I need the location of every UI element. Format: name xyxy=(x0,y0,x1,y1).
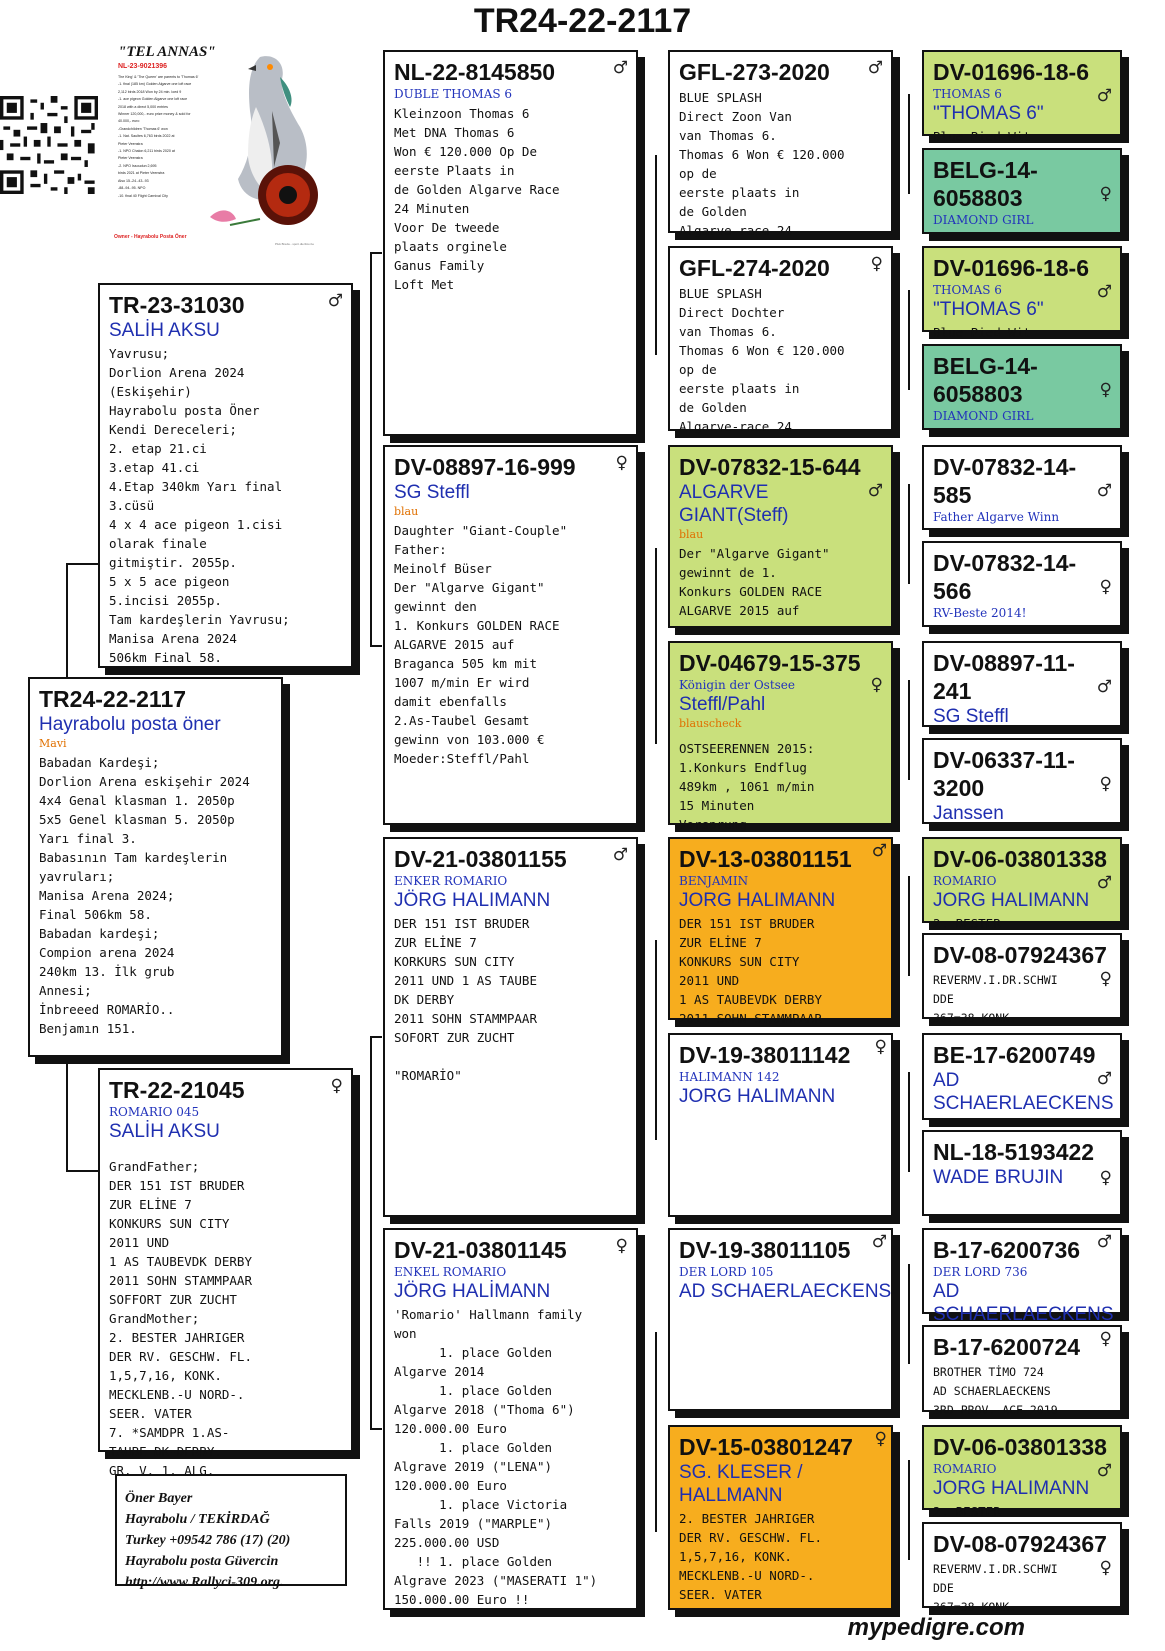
male-icon: ♂ xyxy=(1096,86,1112,106)
nickname: DIAMOND GIRL xyxy=(933,409,1034,423)
male-icon: ♂ xyxy=(871,1232,887,1252)
connector-line xyxy=(66,1170,98,1172)
connector-line xyxy=(908,1072,910,1172)
pigeon-photo xyxy=(110,42,325,250)
pedigree-card-g1[interactable] xyxy=(922,50,1122,144)
owner-name: SALİH AKSU xyxy=(109,320,220,341)
pedigree-card-ssd[interactable] xyxy=(668,246,893,434)
description: Babadan Kardeşi; Dorlion Arena eskişehir 2024 4x4 Genal klasman 1. 2050p 5x5 Genel klasman 5. 2050p Yarı final 3. Babasının Tam kardeşlerin yavruları; Manisa Arena 2024; Final 506km 58. Babadan kardeşi; Compion arena 2024 240km 13. İlk grub Annesi; İnbreeed ROMARİO.. Benjamın 151. xyxy=(39,755,250,1036)
pedigree-card-dds[interactable] xyxy=(668,1228,893,1411)
male-icon: ♂ xyxy=(612,58,628,78)
description: Blue Pied Wit xyxy=(933,129,1031,144)
ring-number: DV-06337-11-3200 xyxy=(933,747,1075,801)
qr-code[interactable] xyxy=(0,92,98,198)
sire-sire-card[interactable] xyxy=(383,50,638,436)
description: Blue Pied Wit xyxy=(933,325,1031,340)
nickname: DUBLE THOMAS 6 xyxy=(394,87,513,101)
owner-name: JÖRG HALİMANN xyxy=(394,1281,551,1302)
male-icon: ♂ xyxy=(867,481,883,501)
pedigree-card-g11[interactable] xyxy=(922,1033,1122,1120)
pedigree-card-g16[interactable] xyxy=(922,1522,1122,1614)
male-icon: ♂ xyxy=(1096,282,1112,302)
ring-number: DV-01696-18-6 xyxy=(933,59,1089,85)
ring-number: B-17-6200724 xyxy=(933,1334,1081,1360)
description: 2. BESTER xyxy=(933,916,1001,931)
nickname: ENKER ROMARIO xyxy=(394,874,508,888)
pedigree-card-g4[interactable] xyxy=(922,344,1122,430)
description: OSTSEERENNEN 2015: 1.Konkurs Endflug 489km , 1061 m/min 15 Minuten Vorsprung xyxy=(679,741,815,832)
owner-name: Hayrabolu posta öner xyxy=(39,714,221,735)
ring-number: DV-01696-18-6 xyxy=(933,255,1089,281)
female-icon: ♀ xyxy=(1099,1168,1112,1188)
nickname: Königin der Ostsee xyxy=(679,678,796,692)
male-icon: ♂ xyxy=(327,291,343,311)
nickname: DER LORD 736 xyxy=(933,1265,1028,1279)
owner-name: JORG HALIMANN xyxy=(933,890,1090,911)
female-icon: ♀ xyxy=(870,254,883,274)
owner-name: SG Steffl xyxy=(394,482,470,503)
photo-notes: The King' & 'The Queen' are parents to 'Thomas 6' -1. final (185 km) Golden Algarve one loft race 2,112 birds 2018 Won by 24 min. loed 9 -1. ace pigeon Golden Algarve one loft race 2018 with a direct 5,000 entries Winner 120,000,- euro prize money & sold for 40.000,- euro -Grandchildren 'Thomas 6' won -1. Nat. Saultes 6,763 birds 2022 at Pieter Veenstra -1. NPO Chalon 6,211 birds 2020 at Pieter Veenstra -2. NPO Issoudun 2,695 birds 2021 at Pieter Veenstra Also 15.-24.-43.-93 -88.-94.-95. NPO -10. final 40 Flight Carnival City xyxy=(118,75,199,198)
female-icon: ♀ xyxy=(870,675,883,695)
ring-number: BELG-14-6058803 xyxy=(933,157,1038,211)
ring-number: DV-21-03801145 xyxy=(394,1237,567,1263)
connector-line xyxy=(908,94,910,194)
pedigree-card-g5[interactable] xyxy=(922,445,1122,530)
connector-line xyxy=(370,1036,372,1430)
ring-number: BELG-14-6058803 xyxy=(933,353,1038,407)
owner-name: SALİH AKSU xyxy=(109,1121,220,1142)
female-icon: ♀ xyxy=(615,453,628,473)
female-icon: ♀ xyxy=(1099,184,1112,204)
description: DER 151 IST BRUDER ZUR ELİNE 7 KONKURS SUN CITY 2011 UND 1 AS TAUBEVDK DERBY 2011 SOHN STAMMPAAR xyxy=(679,916,822,1026)
description: 2. BESTER JAHRIGER DER RV. GESCHW. FL. 1,5,7,16, KONK. MECKLENB.-U NORD-. SEER. VATER xyxy=(679,1511,822,1602)
ring-number: NL-18-5193422 xyxy=(933,1139,1095,1165)
owner-name: "THOMAS 6" xyxy=(933,299,1044,320)
pedigree-card-g2[interactable] xyxy=(922,148,1122,234)
owner-name: JORG HALIMANN xyxy=(679,890,836,911)
female-icon: ♀ xyxy=(1099,774,1112,794)
photo-credit: Pluk Breda - sport.dierfoto.be xyxy=(275,242,315,246)
description: Der "Algarve Gigant" gewinnt de 1. Konkurs GOLDEN RACE ALGARVE 2015 auf xyxy=(679,546,830,618)
owner-name: SG Steffl xyxy=(933,706,1009,727)
ring-number: DV-08-07924367 xyxy=(933,942,1107,968)
owner-name-line: Öner Bayer xyxy=(125,1491,193,1506)
color-label: blau xyxy=(394,505,419,518)
ring-number: DV-15-03801247 xyxy=(679,1434,853,1460)
color-label: Mavi xyxy=(39,737,67,750)
photo-name: "TEL ANNAS" xyxy=(118,44,216,60)
connector-line xyxy=(66,563,68,679)
connector-line xyxy=(370,1036,382,1038)
male-icon: ♂ xyxy=(1096,677,1112,697)
connector-line xyxy=(370,645,382,647)
connector-line xyxy=(66,563,98,565)
ring-number: DV-07832-14-566 xyxy=(933,550,1077,604)
description: BROTHER TİMO 724 AD SCHAERLAECKENS 3RD PROV. ACE 2019 xyxy=(933,1365,1058,1417)
connector-line xyxy=(655,940,657,1140)
owner-name: "THOMAS 6" xyxy=(933,103,1044,124)
ring-number: DV-08-07924367 xyxy=(933,1531,1107,1557)
ring-number: TR24-22-2117 xyxy=(39,686,187,712)
connector-line xyxy=(908,290,910,390)
male-icon: ♂ xyxy=(1096,1232,1112,1252)
nickname: BENJAMIN xyxy=(679,874,749,888)
female-icon: ♀ xyxy=(1099,969,1112,989)
owner-name: JORG HALIMANN xyxy=(933,1478,1090,1499)
color-label: blau xyxy=(679,528,704,541)
description: REVERMV.I.DR.SCHWI DDE 367=38 KONK. xyxy=(933,973,1058,1025)
description: 2. BESTER xyxy=(933,1504,1001,1519)
sire-dam-card[interactable] xyxy=(383,445,638,825)
owner-name: ALGARVE GIANT(Steff) xyxy=(679,482,789,526)
nickname: Father Algarve Winn xyxy=(933,510,1060,524)
owner-name: JORG HALIMANN xyxy=(679,1086,836,1107)
ring-number: NL-22-8145850 xyxy=(394,59,556,85)
ring-number: DV-07832-15-644 xyxy=(679,454,861,480)
connector-line xyxy=(908,876,910,976)
dam-sire-card[interactable] xyxy=(383,837,638,1217)
female-icon: ♀ xyxy=(615,1236,628,1256)
male-icon: ♂ xyxy=(612,845,628,865)
ring-number: DV-08897-11-241 xyxy=(933,650,1075,704)
ring-number: DV-08897-16-999 xyxy=(394,454,576,480)
owner-name: AD SCHAERLAECKENS xyxy=(679,1281,892,1302)
pedigree-card-sdd[interactable] xyxy=(668,641,893,832)
nickname: RV-Beste 2014! xyxy=(933,606,1027,620)
ring-number: GFL-273-2020 xyxy=(679,59,830,85)
female-icon: ♀ xyxy=(330,1076,343,1096)
photo-ring: NL-23-9021396 xyxy=(118,63,168,70)
pedigree-card-g9[interactable] xyxy=(922,837,1122,931)
connector-line xyxy=(655,155,657,355)
pedigree-card-g15[interactable] xyxy=(922,1425,1122,1519)
pedigree-card-dss[interactable] xyxy=(668,837,893,1026)
ring-number: DV-19-38011142 xyxy=(679,1042,851,1068)
nickname: ROMARIO xyxy=(933,874,997,888)
female-icon: ♀ xyxy=(1099,577,1112,597)
connector-line xyxy=(655,548,657,744)
male-icon: ♂ xyxy=(871,841,887,861)
description: Daughter "Giant-Couple" Father: Meinolf Büser Der "Algarve Gigant" gewinnt den 1. Konkurs GOLDEN RACE ALGARVE 2015 auf Braganca 505 km mit 1007 m/min Er wird damit ebenfalls 2.As-Taubel Gesamt gewinn von 103.000 € Moeder:Steffl/Pahl xyxy=(394,523,568,766)
nickname: ROMARIO xyxy=(933,1462,997,1476)
ring-number: B-17-6200736 xyxy=(933,1237,1081,1263)
ring-number: DV-13-03801151 xyxy=(679,846,852,872)
owner-name: AD SCHAERLAECKENS xyxy=(933,1281,1114,1325)
connector-line xyxy=(370,1428,382,1430)
connector-line xyxy=(655,1332,657,1532)
owner-name: Steffl/Pahl xyxy=(679,694,766,715)
color-label: blauscheck xyxy=(679,717,742,730)
connector-line xyxy=(370,252,372,646)
female-icon: ♀ xyxy=(874,1037,887,1057)
description: BLUE SPLASH Direct Dochter van Thomas 6. Thomas 6 Won € 120.000 op de eerste plaats in de Golden Algarve-race 24 xyxy=(679,286,845,434)
pedigree-card-g14[interactable] xyxy=(922,1325,1122,1417)
sire-card[interactable] xyxy=(98,283,353,668)
owner-name: SG. KLESER / HALLMANN xyxy=(679,1462,803,1506)
description: 'Romario' Hallmann family won 1. place Golden Algarve 2014 1. place Golden Algarve 2018 ("Thoma 6") 120.000.00 Euro 1. place Golden Algrave 2019 ("LENA") 120.000.00 Euro 1. place Victoria Falls 2019 ("MARPLE") 225.000.00 USD !! 1. place Golden Algrave 2023 ("MASERATI 1") 150.000.00 Euro !! xyxy=(394,1307,598,1607)
nickname: HALIMANN 142 xyxy=(679,1070,780,1084)
pedigree-card-g13[interactable] xyxy=(922,1228,1122,1325)
ring-number: DV-06-03801338 xyxy=(933,1434,1107,1460)
ring-number: TR-22-21045 xyxy=(109,1077,245,1103)
description: REVERMV.I.DR.SCHWI DDE 367=38 KONK. xyxy=(933,1562,1058,1614)
description: Yavrusu; Dorlion Arena 2024 (Eskişehir) Hayrabolu posta Öner Kendi Dereceleri; 2. etap 21.ci 3.etap 41.ci 4.Etap 340km Yarı final 3.cüsü 4 x 4 ace pigeon 1.cisi olarak finale gitmiştir. 2055p. 5 x 5 ace pigeon 5.incisi 2055p. Tam kardeşlerin Yavrusu; Manisa Arena 2024 506km Final 58. xyxy=(109,346,290,665)
ring-number: DV-07832-14-585 xyxy=(933,454,1077,508)
male-icon: ♂ xyxy=(1096,1069,1112,1089)
connector-line xyxy=(66,1058,68,1170)
subject-card[interactable] xyxy=(28,677,283,1057)
owner-name: Janssen xyxy=(933,803,1004,824)
ring-number: GFL-274-2020 xyxy=(679,255,830,281)
dam-dam-card[interactable] xyxy=(383,1228,638,1610)
description: DER 151 IST BRUDER ZUR ELİNE 7 KORKURS SUN CITY 2011 UND 1 AS TAUBE DK DERBY 2011 SOHN STAMMPAAR SOFORT ZUR ZUCHT "ROMARİO" xyxy=(394,916,537,1083)
pedigree-card-g12[interactable] xyxy=(922,1130,1122,1216)
pedigree-card-dsd[interactable] xyxy=(668,1033,893,1217)
female-icon: ♀ xyxy=(874,1429,887,1449)
pedigree-card-sss[interactable] xyxy=(668,50,893,238)
pedigree-card-ddd[interactable] xyxy=(668,1425,893,1610)
female-icon: ♀ xyxy=(1099,1558,1112,1578)
owner-info-box xyxy=(115,1474,347,1590)
nickname: DIAMOND GIRL xyxy=(933,213,1034,227)
ring-number: DV-21-03801155 xyxy=(394,846,567,872)
ring-number: TR-23-31030 xyxy=(109,292,245,318)
nickname: THOMAS 6 xyxy=(933,283,1002,297)
pedigree-card-g6[interactable] xyxy=(922,541,1122,627)
description: BLUE SPLASH Direct Zoon Van van Thomas 6. Thomas 6 Won € 120.000 op de eerste plaats in de Golden Algarve-race 24 xyxy=(679,90,845,238)
male-icon: ♂ xyxy=(1096,481,1112,501)
owner-name: WADE BRUJIN xyxy=(933,1167,1064,1188)
ring-number: DV-19-38011105 xyxy=(679,1237,851,1263)
ring-number: DV-04679-15-375 xyxy=(679,650,861,676)
connector-line xyxy=(908,680,910,780)
male-icon: ♂ xyxy=(1096,873,1112,893)
owner-phone-line: Turkey +09542 786 (17) (20) xyxy=(125,1533,291,1548)
ring-number: BE-17-6200749 xyxy=(933,1042,1096,1068)
owner-website-link[interactable]: http://www.Rallyci-309.org. xyxy=(125,1575,284,1590)
dam-card[interactable] xyxy=(98,1068,353,1478)
nickname: THOMAS 6 xyxy=(933,87,1002,101)
female-icon: ♀ xyxy=(1099,1329,1112,1349)
pedigree-card-g10[interactable] xyxy=(922,933,1122,1025)
nickname: ENKEL ROMARIO xyxy=(394,1265,507,1279)
footer-brand[interactable]: mypedigre.com xyxy=(847,1614,1025,1641)
photo-owner: Owner - Hayrabolu Posta Öner xyxy=(114,234,187,240)
owner-loft-line: Hayrabolu posta Güvercin xyxy=(125,1554,279,1569)
owner-name: AD SCHAERLAECKENS xyxy=(933,1070,1114,1114)
connector-line xyxy=(908,1460,910,1560)
male-icon: ♂ xyxy=(1096,1461,1112,1481)
ring-number: DV-06-03801338 xyxy=(933,846,1107,872)
pedigree-card-g8[interactable] xyxy=(922,738,1122,824)
female-icon: ♀ xyxy=(1099,380,1112,400)
pigeon-illustration xyxy=(190,47,325,237)
male-icon: ♂ xyxy=(867,58,883,78)
connector-line xyxy=(370,252,382,254)
pedigree-title: TR24-22-2117 xyxy=(473,2,692,40)
pedigree-card-g3[interactable] xyxy=(922,246,1122,340)
connector-line xyxy=(908,1264,910,1364)
connector-line xyxy=(908,484,910,584)
owner-name: JÖRG HALIMANN xyxy=(394,890,551,911)
pedigree-card-g7[interactable] xyxy=(922,641,1122,727)
description: GrandFather; DER 151 IST BRUDER ZUR ELİNE 7 KONKURS SUN CITY 2011 UND 1 AS TAUBEVDK DERBY 2011 SOHN STAMMPAAR SOFFORT ZUR ZUCHT GrandMother; 2. BESTER JAHRIGER DER RV. GESCHW. FL. 1,5,7,16, KONK. MECKLENB.-U NORD-. SEER. VATER 7. *SAMDPR 1.AS- TAUBE DK-DERBY. GR. V. 1. ALG. xyxy=(109,1159,252,1478)
description: Kleinzoon Thomas 6 Met DNA Thomas 6 Won € 120.000 Op De eerste Plaats in de Golden Algarve Race 24 Minuten Voor De tweede plaats orginele Ganus Family Loft Met xyxy=(394,106,560,292)
pedigree-card-sds[interactable] xyxy=(668,445,893,628)
nickname: ROMARIO 045 xyxy=(109,1105,200,1119)
owner-location-line: Hayrabolu / TEKİRDAĞ xyxy=(125,1512,270,1527)
nickname: DER LORD 105 xyxy=(679,1265,774,1279)
